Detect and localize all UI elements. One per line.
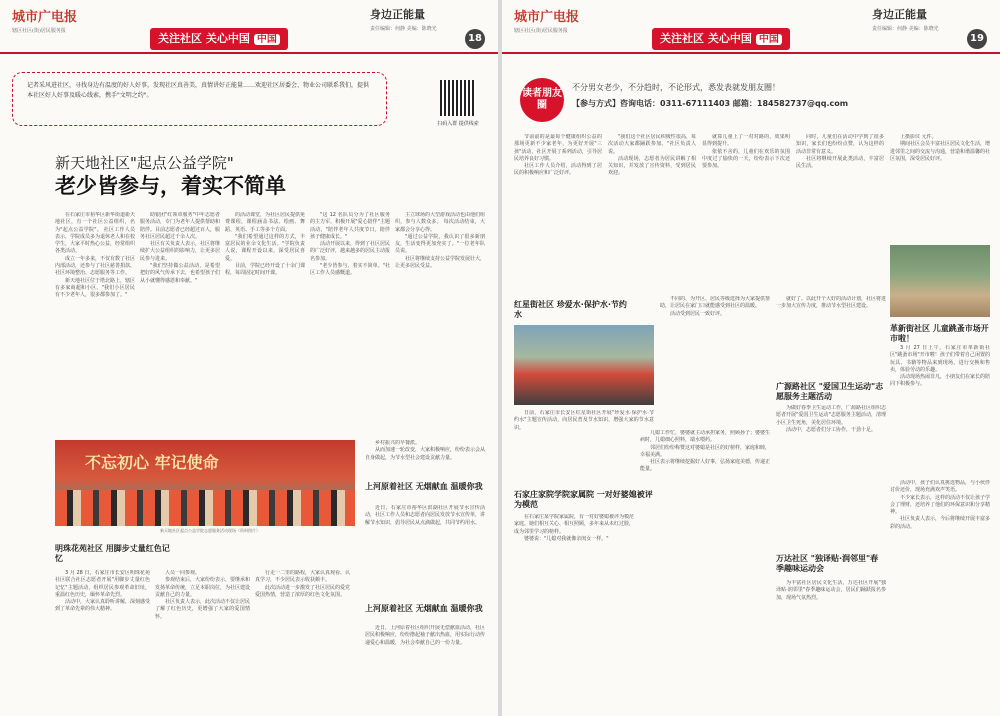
section-title: 身边正能量 责任编辑：何静 美编：陈晓光 <box>872 8 939 32</box>
article-col-3: 的活动课堂，为社区居民提供免费课程，课程涵盖书法、绘画、舞蹈、英语、手工等多个方面。 "我们希望通过这样的方式，丰富居民的业余文化生活。"学院负责人说，课程开设以来，深受居民喜爱。 目前，学院已经开设了十余门课程，每周固定时间开课。 <box>225 212 305 277</box>
reader-line-2: 【参与方式】咨询电话：0311-67111403 邮箱：184582737@qq.com <box>572 99 849 108</box>
group-photo <box>55 440 355 526</box>
article-shijiazhuang-2: 儿媳工作忙，婆婆就主动承担家务，照顾孙子；婆婆生病时，儿媳细心照料，端水喂药。 邻居们纷纷称赞这对婆媳是社区的好榜样，家庭和睦，幸福美满。 社区表示将继续挖掘好人好事，弘扬家庭美德，传递正能量。 <box>640 430 770 473</box>
headline: 老少皆参与，着实不简单 <box>55 174 286 198</box>
article-r-mid-1: 不同的、为开区、居民等级选择为大家提供帮助，让居民在家门口就能感受到社区的温暖。 活动受到居民一致好评。 <box>660 296 770 317</box>
header-rule <box>0 52 498 54</box>
section-banner: 关注社区 关心中国 中国 <box>150 28 288 50</box>
newspaper-logo: 城市广电报 辖区社区(街)居民服务报 <box>514 10 580 34</box>
article-binhu: 近日，石家庄市裕华区滨湖社区开展节水宣传活动，社区工作人员和志愿者向居民发放节水宣传单，讲解节水知识，倡导居民从点滴做起，共同节约用水。 <box>365 505 485 526</box>
subhead-hongxing: 红星街社区 珍爱水·保护水·节约水 <box>514 300 627 319</box>
qr-code <box>440 80 476 116</box>
article-col-5: 主立球场的大型游戏活动也由他们组织，参与人数众多。 每次活动结束，大家都会分享心得。 "通过公益学院，我认识了很多新朋友，生活变得更加充实了。"一位老年队员说。 社区将继续支持公益学院发展壮大，让更多居民受益。 <box>395 212 485 270</box>
article-side-top: 乡村振兴的早餐派。 从而加速一轮改变，大家积极响应，纷纷表示会从自身做起，为节水型社会建设贡献力量。 <box>365 440 485 461</box>
article-wanda: 为丰富社区居民文化生活，万达社区开展"独译贴·润邻里"春季趣味运动会，居民们踊跃报名参加，现场气氛热烈。 <box>776 580 886 601</box>
photo-banner-text: 不忘初心 牢记使命 <box>85 453 219 472</box>
intro-box: 记者采风进社区，寻找身边有温度的好人好事，发现社区真善美，真情讲好正能量……欢迎社区居委会、物业公司联系我们，提供本社区好人好事及暖心线索，携手"文明之约"。 <box>12 72 387 126</box>
people-row <box>55 490 355 526</box>
section-title: 身边正能量 责任编辑：何静 美编：陈晓光 <box>370 8 437 32</box>
article-mingzhu-1: 3 月 28 日，石家庄市长安区明珠花苑社区联合社区志愿者开展"用脚步丈量红色记忆"主题活动，组织居民参观革命旧址，重温红色历史，缅怀革命先烈。 活动中，大家认真聆听讲解，深刻感受到了革命先辈的伟大精神。 <box>55 570 150 613</box>
subhead-wanda: 万达社区 "独译贴·润邻里"春季趣味运动会 <box>776 554 879 573</box>
header-rule <box>502 52 1000 54</box>
page-header <box>0 0 498 52</box>
newspaper-logo: 城市广电报 辖区社区(街)居民服务报 <box>12 10 78 34</box>
article-r-col-1: 节前前的是最每个健康组织公益的那场更新不少家老年，为更好开展"三孩"活动，社区开展了系列活动，引导居民培养良好习惯。 社区工作人员介绍，活动得到了居民的积极响应和广泛好评。 <box>514 134 602 177</box>
subhead-gexin: 革新街社区 儿童跳蚤市场开市啦！ <box>890 324 989 343</box>
article-guangyuan: 为做好春季卫生运动工作，广源路社区组织志愿者开展"爱国卫生运动"志愿服务主题活动，清理小区卫生死角，美化居住环境。 活动中，志愿者们分工协作，干劲十足。 <box>776 405 886 433</box>
article-gexin: 3 月 27 日上午，石家庄市革新街社区"跳蚤市场"开市啦！孩子们带着自己闲置的玩具、书籍等物品来到现场，进行交换和售卖，体验劳动的乐趣。 活动现场热闹非凡，小朋友们在家长的陪同下积极参与。 <box>890 345 990 388</box>
photo-caption: 新天地社区起点公益学院志愿服务活动现场（资料图片） <box>160 528 260 533</box>
qr-caption: 扫码入群 提供线索 <box>437 121 479 127</box>
article-r-col-5: 上摄影仪 元件。 期间社区会员丰富社区居民文化生活，增进邻里之间的交流与沟通，营造和谐温馨的社区氛围，深受居民好评。 <box>890 134 990 162</box>
subhead-guangyuan: 广源路社区 "爱国卫生运动"志愿服务主题活动 <box>776 382 884 401</box>
article-r-col-4: 同时，儿童们在活动中学到了很多知识，家长们也纷纷点赞，认为这样的活动非常有意义。 社区将继续开展此类活动，丰富居民生活。 <box>796 134 884 170</box>
reader-circle-badge: 读者朋友圈 <box>520 78 564 122</box>
article-r-col-3: 就算儿童上了一对对路的，效果明显得到提升。 依依不舍的，儿童们在欢乐的氛围中度过了愉快的一天，纷纷表示下次还要参加。 <box>702 134 790 170</box>
hongxing-photo <box>514 325 654 405</box>
page-header <box>502 0 1000 52</box>
subhead-binhu: 上河原着社区 无烟献血 温暖你我 <box>365 482 483 491</box>
article-shanghe: 近日，上河原着社区组织开展无偿献血活动，社区居民积极响应，纷纷撸起袖子献出热血，用实际行动传递爱心和温暖，为社会奉献自己的一份力量。 <box>365 625 485 646</box>
article-r-col-2: "我们这个社区居民积极性很高，每次活动大家都踊跃参加。"社区负责人说。 活动现场，志愿者为居民讲解了相关知识，并发放了宣传资料，受到居民欢迎。 <box>608 134 696 177</box>
article-r-mid-2: 就好了。以此开个大好的活动计划，社区将进一步加大宣传力度，推动节水型社区建设。 <box>776 296 886 310</box>
flea-market-photo <box>890 245 990 317</box>
subhead-shijiazhuang: 石家庄家院学院家属院 一对好婆媳被评为模范 <box>514 490 653 509</box>
kicker: 新天地社区"起点公益学院" <box>55 154 234 172</box>
page-number: 19 <box>967 29 987 49</box>
subhead-mingzhu: 明珠花苑社区 用脚步丈量红色记忆 <box>55 544 170 563</box>
page-19 <box>502 0 1000 716</box>
article-hongxing: 日前，石家庄市长安区红星街社区开展"珍爱水·保护水·节约水"主题宣传活动，向居民普及节水知识，增强大家的节水意识。 <box>514 410 654 431</box>
page-number: 18 <box>465 29 485 49</box>
article-col-1: 在石家庄市裕华区新华街道新天地社区，有一个社区公益组织，名为"起点公益学院"。 社区工作人员表示，学院成员多为退休老人和在校学生，大家平时热心公益，经常组织各类活动。 成立一年多来，不仅有数了社区内部活动，还参与了社区慈善捐款、社区环境整治、志愿服务等工作。 新天地社区位于塔北路上，辖区有多家商超和小区，"我们小区居民有不少老年人，很多都参加了。" <box>55 212 135 299</box>
article-col-2: 助银团"红领章服务"中年志愿者服务活动，专门为老年人提供帮助和陪伴。目前志愿者已经超过百人，服务社区居民超过千余人次。 社区有关负责人表示，社区将继续扩大公益组织的影响力，让更多居民参与进来。 "我们坚持做公益活动，是希望把好的风气传承下去，也希望孩子们从小就懂得感恩和奉献。" <box>140 212 220 284</box>
section-banner: 关注社区 关心中国 中国 <box>652 28 790 50</box>
article-r-col-6: 活动中，孩子们认真挑选物品，与小伙伴讨价还价，现场充满欢声笑语。 不少家长表示，这样的活动不仅让孩子学会了理财，还培养了他们的环保意识和分享精神。 社区负责人表示，今后将继续开展丰富多彩的活动。 <box>890 480 990 530</box>
reader-line-1: 不分男女老少，不分趋时，不论形式，悉发表就发朋友圈！ <box>572 83 780 92</box>
article-col-4: "这 12 名队员分为了社区服务的主力军，积极开展"爱心陪伴"主题活动，"陪伴老年人共度节日，陪伴孩子健康成长。" 活动开展以来，得到了社区居民的广泛好评，越来越多的居民主动报名参加。 "老少皆参与，着实不简单。"社区工作人员感慨道。 <box>310 212 390 277</box>
article-shijiazhuang-1: 在石家庄某学院家属院，有一对好婆媳被评为模范家庭。她们相互关心、相互照顾，多年来从未红过脸，成为邻里学习的榜样。 婆婆说："儿媳对我就像亲闺女一样。" <box>514 514 634 542</box>
subhead-shanghe: 上河原着社区 无烟献血 温暖你我 <box>365 604 483 613</box>
article-mingzhu-3: 行走一二里的路程，大家认真观看、认真学习，不少居民表示收获颇丰。 此次活动进一步激发了社区居民的爱党爱国热情，营造了浓厚的红色文化氛围。 <box>255 570 350 598</box>
page-18 <box>0 0 498 716</box>
article-mingzhu-2: 人员一同参观。 参观结束后，大家纷纷表示，要继承和发扬革命传统，立足本职岗位，为社区建设贡献自己的力量。 社区负责人表示，此次活动不仅让居民了解了红色历史，更增强了大家的爱国情怀。 <box>155 570 250 620</box>
